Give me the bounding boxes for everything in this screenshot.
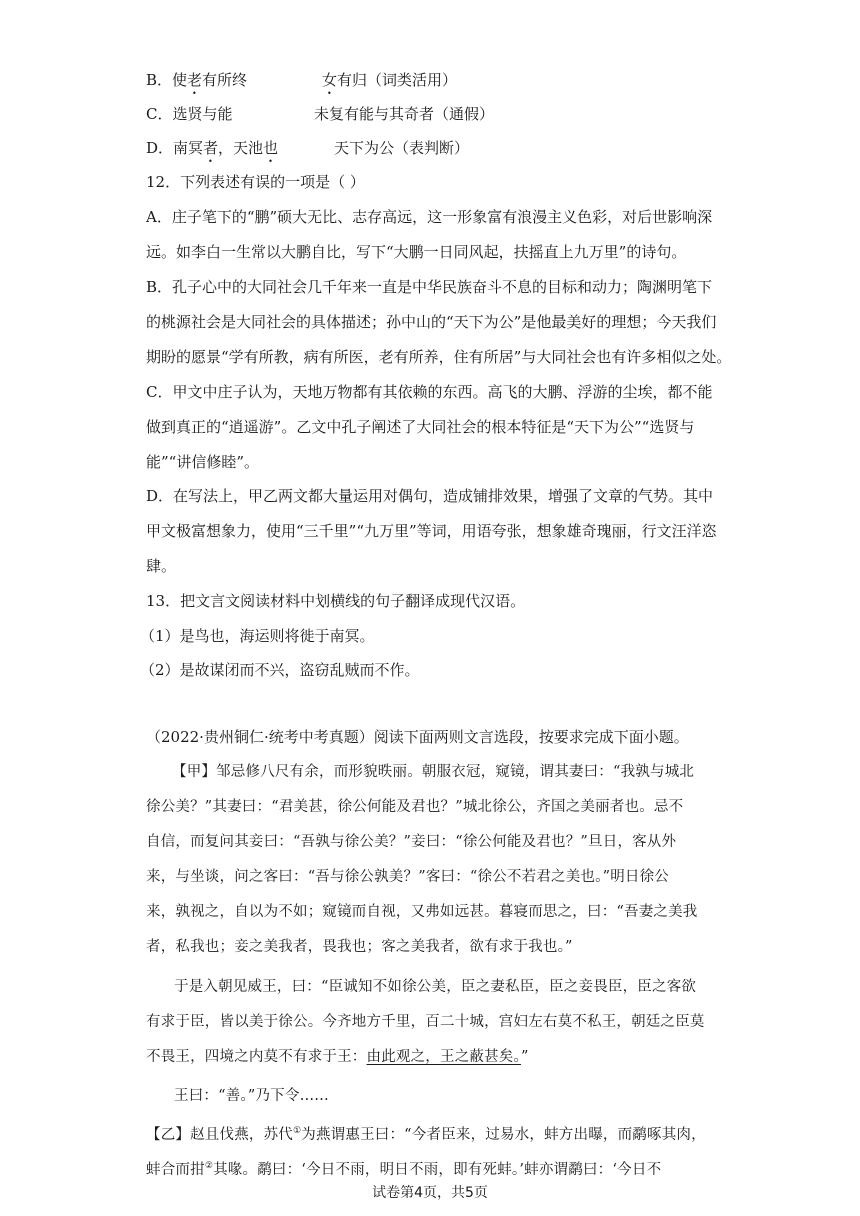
yi-line-1: 【乙】赵且伐燕，苏代①为燕谓惠王曰：“今者臣来，过易水，蚌方出曝，而鹬啄其肉， bbox=[146, 1126, 706, 1143]
page-footer: 试卷第4页，共5页 bbox=[372, 1185, 488, 1201]
q12-option-d-line2: 甲文极富想象力，使用“三千里”“九万里”等词，用语夸张，想象雄奇瑰丽，行文汪洋恣 bbox=[146, 522, 717, 540]
jia2-line-2: 有求于臣，皆以美于徐公。今齐地方千里，百二十城，宫妇左右莫不私王，朝廷之臣莫 bbox=[146, 1014, 705, 1030]
prev-option-d-compare: 天下为公（表判断） bbox=[334, 139, 470, 157]
jia-line-3: 自信，而复问其妾曰：“吾孰与徐公美？”妾曰：“徐公何能及君也？”旦日，客从外 bbox=[146, 834, 677, 850]
q12-option-d-line3: 肆。 bbox=[146, 557, 177, 575]
q12-option-a-line2: 远。如李白一生常以大鹏自比，写下“大鹏一日同风起，扶摇直上九万里”的诗句。 bbox=[146, 243, 687, 261]
jia2-line-1: 于是入朝见威王，曰：“臣诚知不如徐公美，臣之妻私臣，臣之妾畏臣，臣之客欲 bbox=[174, 979, 697, 995]
underlined-sentence: 由此观之，王之蔽甚矣。 bbox=[366, 1049, 521, 1065]
prev-option-c: C．选贤与能 bbox=[146, 105, 233, 123]
q13-sentence-1: （1）是鸟也，海运则将徙于南冥。 bbox=[140, 627, 375, 645]
q12-stem: 12．下列表述有误的一项是（ ） bbox=[146, 173, 365, 191]
jia2-line-3: 不畏王，四境之内莫不有求于王：由此观之，王之蔽甚矣。” bbox=[146, 1049, 529, 1065]
footnote-1: ① bbox=[293, 1126, 302, 1136]
jia-line-6: 者，私我也；妾之美我者，畏我也；客之美我者，欲有求于我也。” bbox=[146, 939, 573, 955]
q13-stem: 13．把文言文阅读材料中划横线的句子翻译成现代汉语。 bbox=[146, 592, 526, 610]
footnote-2: ② bbox=[204, 1161, 214, 1171]
q12-option-c-line2: 做到真正的“逍遥游”。乙文中孔子阐述了大同社会的根本特征是“天下为公”“选贤与 bbox=[146, 418, 695, 436]
jia-line-4: 来，与坐谈，问之客曰：“吾与徐公孰美？”客曰：“徐公不若君之美也。”明日徐公 bbox=[146, 869, 669, 885]
q12-option-c-line3: 能”“讲信修睦”。 bbox=[146, 453, 260, 471]
jia-line-2: 徐公美？”其妻曰：“君美甚，徐公何能及君也？”城北徐公，齐国之美丽者也。忌不 bbox=[146, 799, 684, 815]
yi-line-2: 蚌合而拑②其喙。鹬曰：‘今日不雨，明日不雨，即有死蚌。’蚌亦谓鹬曰：‘今日不 bbox=[146, 1161, 662, 1178]
q13-sentence-2: （2）是故谋闭而不兴，盗窃乱贼而不作。 bbox=[140, 661, 420, 679]
jia3-line: 王曰：“善。”乃下令…… bbox=[174, 1088, 329, 1104]
q12-option-a-line1: A．庄子笔下的“鹏”硕大无比、志存高远，这一形象富有浪漫主义色彩，对后世影响深 bbox=[146, 208, 713, 226]
q12-option-d-line1: D．在写法上，甲乙两文都大量运用对偶句，造成铺排效果，增强了文章的气势。其中 bbox=[146, 487, 714, 505]
q12-option-b-line2: 的桃源社会是大同社会的具体描述；孙中山的“天下为公”是他最美好的理想；今天我们 bbox=[146, 313, 717, 331]
prev-option-b: B．使老有所终 bbox=[146, 71, 248, 89]
section-intro: （2022·贵州铜仁·统考中考真题）阅读下面两则文言选段，按要求完成下面小题。 bbox=[146, 728, 689, 746]
jia-line-1: 【甲】邹忌修八尺有余，而形貌昳丽。朝服衣冠，窥镜，谓其妻曰：“我孰与城北 bbox=[172, 764, 695, 780]
q12-option-b-line3: 期盼的愿景“学有所教，病有所医，老有所养，住有所居”与大同社会也有许多相似之处。 bbox=[146, 348, 732, 366]
q12-option-b-line1: B．孔子心中的大同社会几千年来一直是中华民族奋斗不息的目标和动力；陶渊明笔下 bbox=[146, 278, 713, 296]
q12-option-c-line1: C．甲文中庄子认为，天地万物都有其依赖的东西。高飞的大鹏、浮游的尘埃，都不能 bbox=[146, 383, 713, 401]
prev-option-d: D．南冥者，天池也 bbox=[146, 139, 279, 157]
prev-option-b-compare: 女有归（词类活用） bbox=[322, 71, 458, 89]
prev-option-c-compare: 未复有能与其奇者（通假） bbox=[314, 105, 495, 123]
jia-line-5: 来，孰视之，自以为不如；窥镜而自视，又弗如远甚。暮寝而思之，曰：“吾妻之美我 bbox=[146, 904, 698, 920]
